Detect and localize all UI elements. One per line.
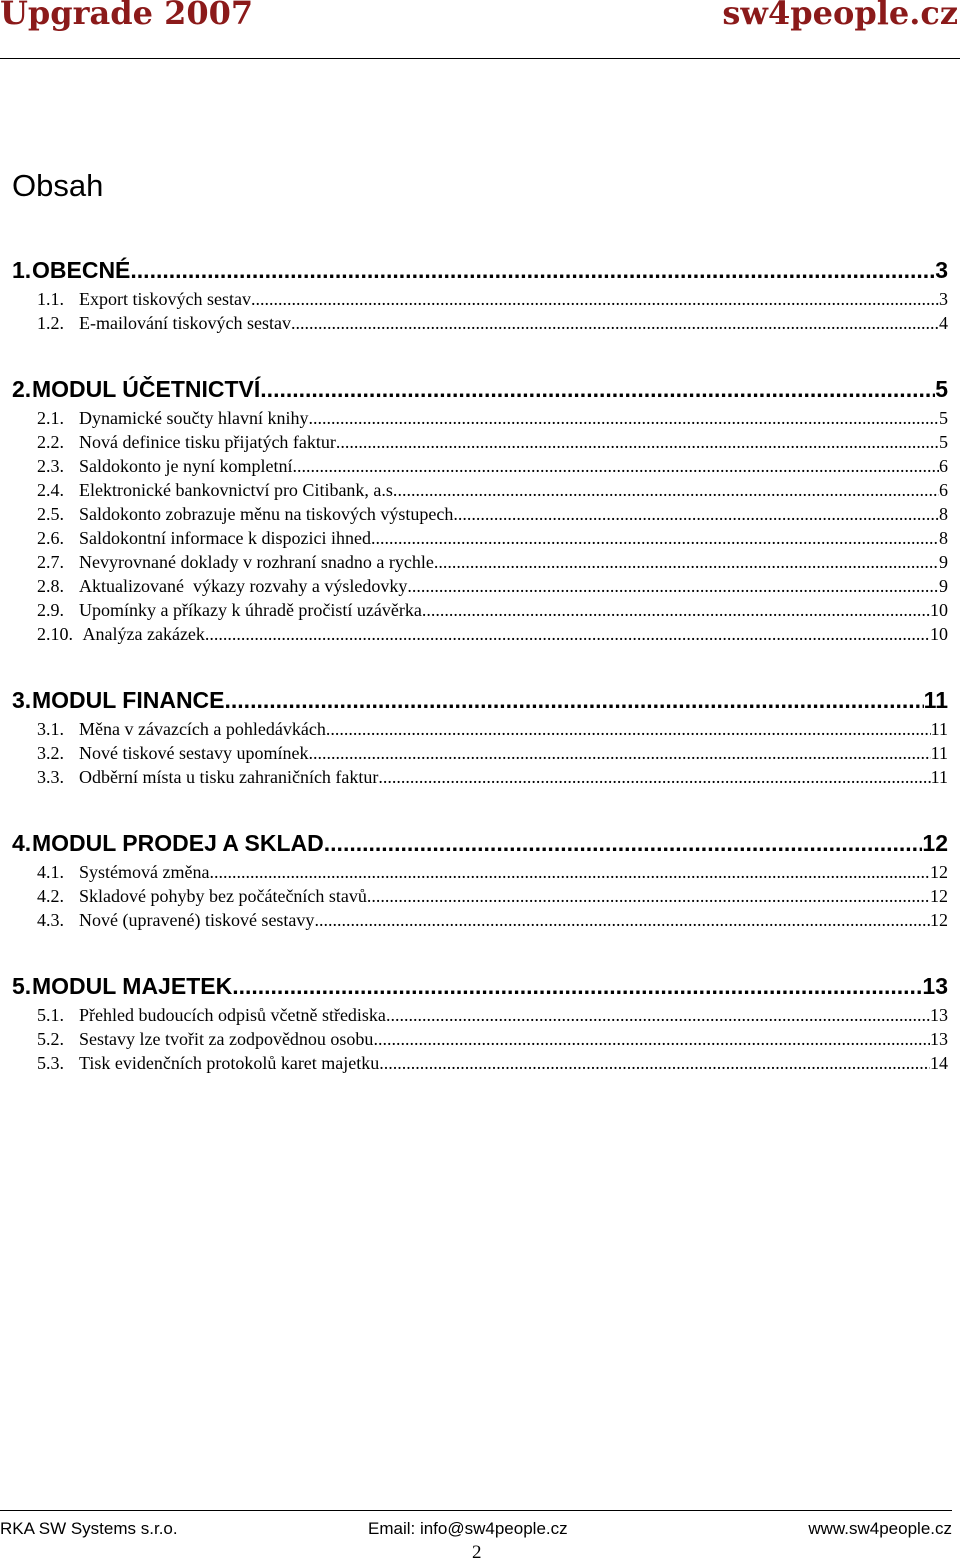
toc-entry-page: 14 [930, 1053, 948, 1073]
toc-entry-title: Odběrní místa u tisku zahraničních faktur [79, 767, 379, 787]
toc-entry-page: 12 [922, 830, 948, 856]
toc-dot-leader [251, 289, 939, 310]
toc-entry-title: MODUL MAJETEK [32, 973, 233, 999]
toc-entry-number: 2.7. [37, 552, 64, 572]
toc-dot-leader [386, 1005, 930, 1026]
toc-dot-leader [232, 973, 922, 1000]
toc-entry-number: 3. [12, 687, 32, 713]
toc-dot-leader [336, 432, 939, 453]
toc-section-entry[interactable] [37, 1053, 948, 1075]
toc-entry-title: MODUL FINANCE [32, 687, 225, 713]
toc-entry-title: Elektronické bankovnictví pro Citibank, a.s. [79, 480, 398, 500]
toc-section-entry[interactable] [37, 910, 948, 932]
toc-dot-leader [293, 456, 940, 477]
header-website: sw4people.cz [722, 0, 958, 32]
toc-chapter-entry[interactable] [12, 830, 948, 856]
toc-entry-number: 2.9. [37, 600, 64, 620]
toc-section-entry[interactable] [37, 600, 948, 622]
toc-entry-number: 3.1. [37, 719, 64, 739]
toc-section-entry[interactable] [37, 1005, 948, 1027]
toc-entry-number: 2.1. [37, 408, 64, 428]
toc-entry-number: 2.4. [37, 480, 64, 500]
toc-entry-number: 2.2. [37, 432, 64, 452]
toc-entry-number: 4. [12, 830, 32, 856]
toc-entry-page: 11 [930, 743, 948, 763]
toc-entry-page: 4 [939, 313, 948, 333]
toc-entry-number: 2.6. [37, 528, 64, 548]
page-header [0, 0, 960, 60]
toc-dot-leader [130, 257, 935, 284]
toc-section-entry[interactable] [37, 767, 948, 789]
toc-entry-page: 13 [922, 973, 948, 999]
toc-dot-leader [308, 743, 930, 764]
toc-entry-page: 9 [939, 552, 948, 572]
toc-entry-page: 9 [939, 576, 948, 596]
toc-dot-leader [371, 528, 939, 549]
toc-entry-page: 5 [935, 376, 948, 402]
footer-company: RKA SW Systems s.r.o. [0, 1519, 178, 1538]
toc-entry-page: 13 [930, 1029, 948, 1049]
header-divider [0, 58, 960, 59]
toc-entry-title: Upomínky a příkazy k úhradě pročistí uzávěrka [79, 600, 422, 620]
toc-chapter-entry[interactable] [12, 257, 948, 283]
footer-divider [0, 1510, 952, 1511]
toc-section-entry[interactable] [37, 289, 948, 311]
toc-dot-leader [326, 719, 931, 740]
toc-section-entry[interactable] [37, 862, 948, 884]
toc-entry-title: Analýza zakázek [79, 624, 205, 644]
toc-dot-leader [367, 886, 930, 907]
toc-entry-title: Dynamické součty hlavní knihy [79, 408, 309, 428]
toc-entry-number: 1. [12, 257, 32, 283]
toc-section-entry[interactable] [37, 480, 948, 502]
toc-entry-page: 10 [930, 624, 948, 644]
toc-entry-number: 5. [12, 973, 32, 999]
toc-dot-leader [379, 1053, 930, 1074]
toc-entry-page: 12 [930, 886, 948, 906]
toc-section-entry[interactable] [37, 504, 948, 526]
toc-dot-leader [434, 552, 939, 573]
toc-entry-number: 2.3. [37, 456, 64, 476]
toc-entry-title: Nová definice tisku přijatých faktur [79, 432, 336, 452]
toc-entry-title: Tisk evidenčních protokolů karet majetku [79, 1053, 380, 1073]
toc-dot-leader [373, 1029, 930, 1050]
toc-dot-leader [453, 504, 939, 525]
toc-entry-title: MODUL ÚČETNICTVÍ [32, 376, 261, 402]
toc-dot-leader [422, 600, 930, 621]
toc-section-entry[interactable] [37, 408, 948, 430]
toc-section-entry[interactable] [37, 456, 948, 478]
toc-dot-leader [407, 576, 939, 597]
toc-entry-number: 4.2. [37, 886, 64, 906]
toc-entry-number: 5.2. [37, 1029, 64, 1049]
toc-entry-number: 1.2. [37, 313, 64, 333]
toc-section-entry[interactable] [37, 743, 948, 765]
toc-entry-title: Saldokontní informace k dispozici ihned [79, 528, 371, 548]
toc-entry-number: 2. [12, 376, 32, 402]
toc-entry-page: 8 [939, 504, 948, 524]
toc-title: Obsah [12, 168, 104, 203]
page-number: 2 [472, 1542, 482, 1563]
toc-entry-title: Skladové pohyby bez počátečních stavů [79, 886, 367, 906]
toc-entry-title: Nevyrovnané doklady v rozhraní snadno a rychle [79, 552, 434, 572]
toc-entry-page: 11 [930, 719, 948, 739]
toc-entry-page: 10 [930, 600, 948, 620]
toc-entry-number: 3.3. [37, 767, 64, 787]
toc-entry-page: 6 [939, 480, 948, 500]
toc-entry-title: Saldokonto zobrazuje měnu na tiskových výstupech [79, 504, 454, 524]
toc-entry-number: 2.10. [37, 624, 73, 644]
toc-entry-page: 5 [939, 408, 948, 428]
toc-entry-title: Sestavy lze tvořit za zodpovědnou osobu [79, 1029, 374, 1049]
toc-dot-leader [314, 910, 930, 931]
toc-entry-title: OBECNÉ [32, 257, 131, 283]
toc-section-entry[interactable] [37, 432, 948, 454]
toc-entry-title: Export tiskových sestav [79, 289, 251, 309]
toc-dot-leader [209, 862, 930, 883]
toc-entry-title: Nové tiskové sestavy upomínek [79, 743, 309, 763]
toc-chapter-entry[interactable] [12, 687, 948, 713]
toc-entry-title: Nové (upravené) tiskové sestavy [79, 910, 315, 930]
toc-chapter-entry[interactable] [12, 973, 948, 999]
toc-entry-number: 2.8. [37, 576, 64, 596]
toc-section-entry[interactable] [37, 552, 948, 574]
footer-website: www.sw4people.cz [808, 1519, 952, 1538]
toc-section-entry[interactable] [37, 1029, 948, 1051]
toc-entry-page: 11 [923, 687, 948, 713]
toc-entry-number: 1.1. [37, 289, 64, 309]
toc-section-entry[interactable] [37, 719, 948, 741]
toc-section-entry[interactable] [37, 528, 948, 550]
toc-entry-title: MODUL PRODEJ A SKLAD [32, 830, 324, 856]
toc-dot-leader [378, 767, 930, 788]
toc-entry-page: 6 [939, 456, 948, 476]
toc-entry-title: E-mailování tiskových sestav [79, 313, 291, 333]
toc-dot-leader [324, 830, 923, 857]
toc-entry-number: 4.1. [37, 862, 64, 882]
toc-entry-page: 8 [939, 528, 948, 548]
toc-entry-title: Systémová změna [79, 862, 210, 882]
toc-section-entry[interactable] [37, 313, 948, 335]
toc-section-entry[interactable] [37, 624, 948, 646]
toc-entry-page: 3 [935, 257, 948, 283]
toc-entry-number: 5.1. [37, 1005, 64, 1025]
toc-entry-page: 5 [939, 432, 948, 452]
toc-entry-number: 2.5. [37, 504, 64, 524]
toc-dot-leader [225, 687, 924, 714]
toc-entry-number: 5.3. [37, 1053, 64, 1073]
toc-chapter-entry[interactable] [12, 376, 948, 402]
header-document-title: Upgrade 2007 [0, 0, 254, 32]
toc-entry-title: Přehled budoucích odpisů včetně střediska [79, 1005, 386, 1025]
toc-entry-number: 4.3. [37, 910, 64, 930]
toc-entry-page: 12 [930, 862, 948, 882]
toc-entry-page: 12 [930, 910, 948, 930]
toc-dot-leader [260, 376, 935, 403]
toc-entry-number: 3.2. [37, 743, 64, 763]
toc-dot-leader [291, 313, 939, 334]
toc-entry-page: 11 [930, 767, 948, 787]
toc-entry-title: Aktualizované výkazy rozvahy a výsledovky [79, 576, 408, 596]
toc-entry-page: 3 [939, 289, 948, 309]
toc-entry-title: Saldokonto je nyní kompletní [79, 456, 293, 476]
page-footer [0, 1505, 960, 1562]
toc-section-entry[interactable] [37, 886, 948, 908]
footer-email: Email: info@sw4people.cz [368, 1519, 568, 1538]
toc-dot-leader [205, 624, 930, 645]
toc-entry-title: Měna v závazcích a pohledávkách [79, 719, 326, 739]
toc-dot-leader [397, 480, 939, 501]
toc-section-entry[interactable] [37, 576, 948, 598]
toc-entry-page: 13 [930, 1005, 948, 1025]
toc-dot-leader [308, 408, 939, 429]
